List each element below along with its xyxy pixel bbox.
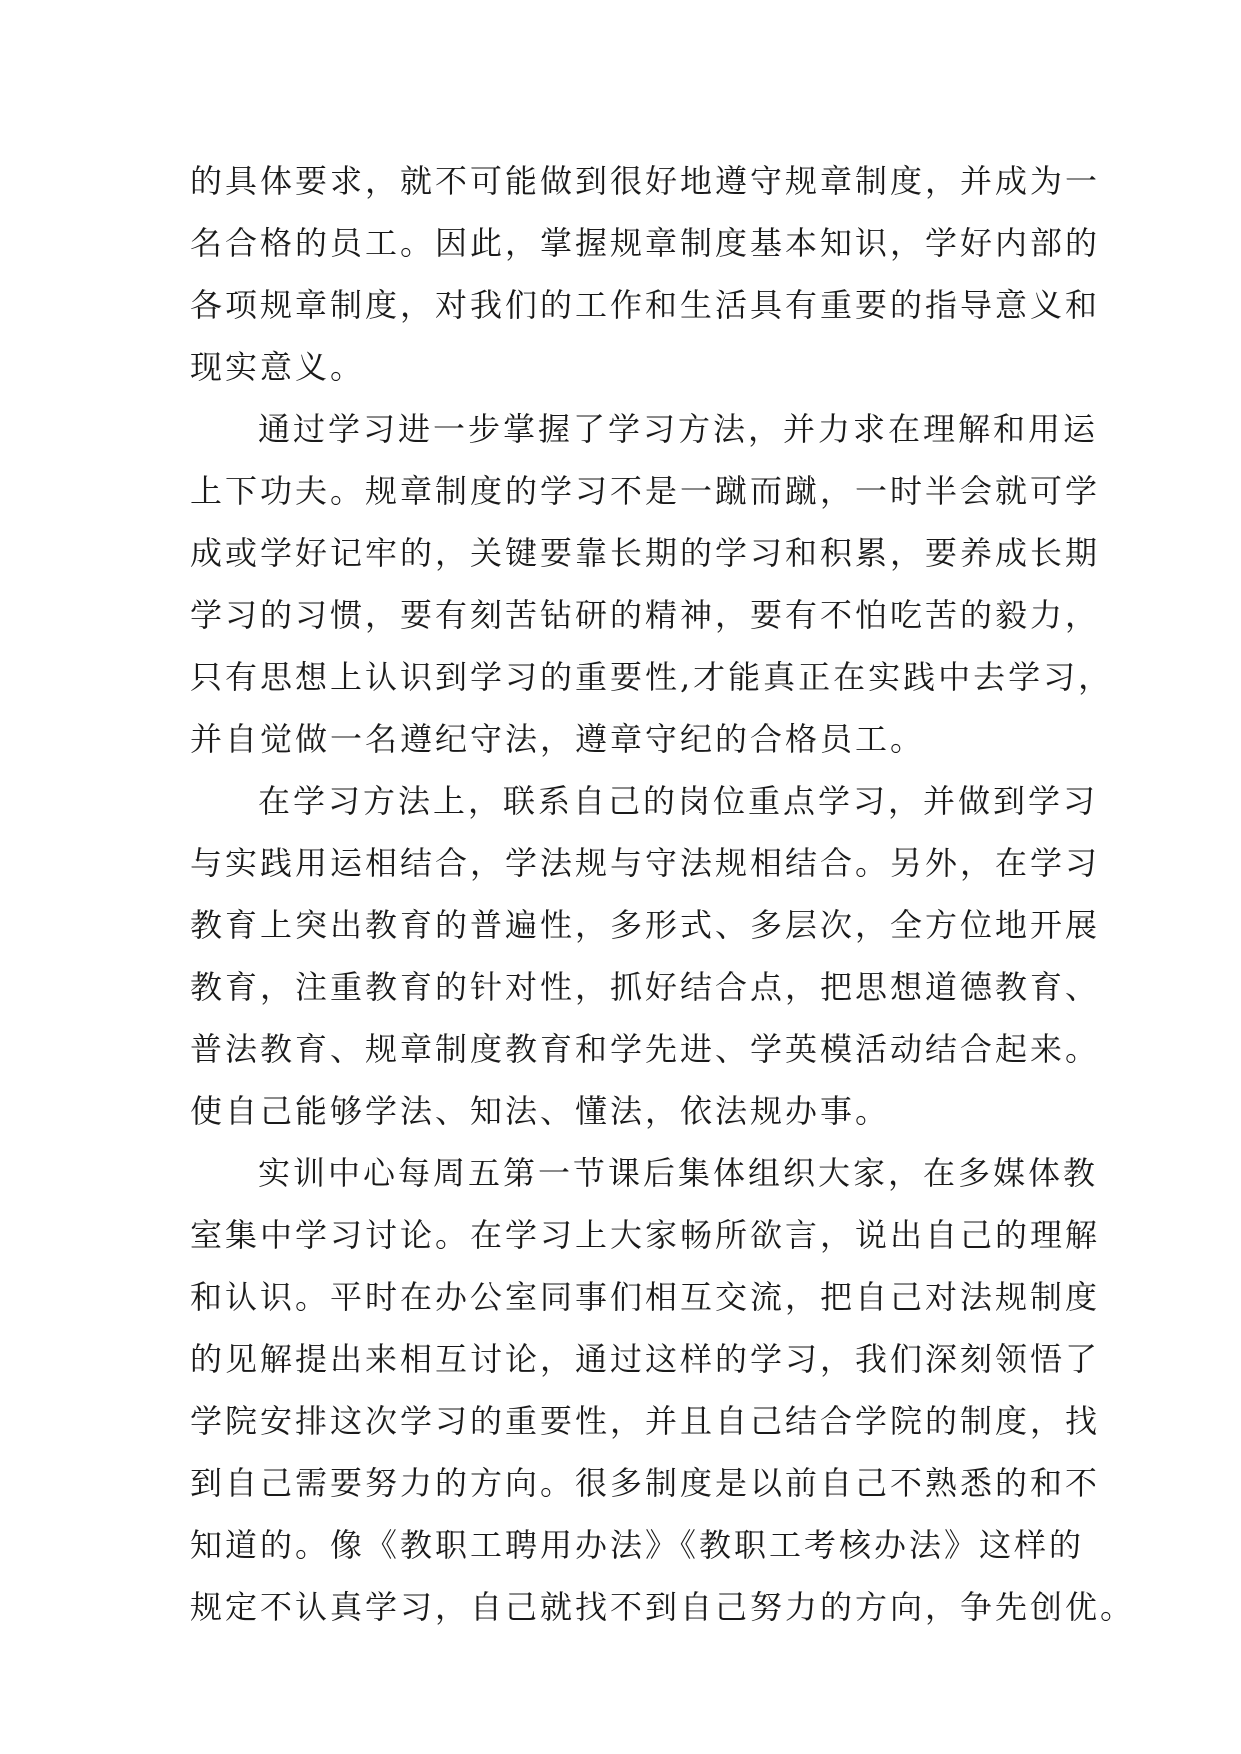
text-line: 学院安排这次学习的重要性，并且自己结合学院的制度，找 xyxy=(190,1402,1101,1440)
text-line: 使自己能够学法、知法、懂法，依法规办事。 xyxy=(190,1092,891,1130)
text-line: 到自己需要努力的方向。很多制度是以前自己不熟悉的和不 xyxy=(190,1464,1101,1502)
text-line: 室集中学习讨论。在学习上大家畅所欲言，说出自己的理解 xyxy=(190,1216,1101,1254)
paragraph-first-line: 在学习方法上，联系自己的岗位重点学习，并做到学习 xyxy=(258,782,1099,820)
paragraph-first-line: 实训中心每周五第一节课后集体组织大家，在多媒体教 xyxy=(258,1154,1099,1192)
text-line: 学习的习惯，要有刻苦钻研的精神，要有不怕吃苦的毅力， xyxy=(190,596,1101,634)
text-line: 现实意义。 xyxy=(190,348,366,386)
text-line: 与实践用运相结合，学法规与守法规相结合。另外，在学习 xyxy=(190,844,1101,882)
paragraph-first-line: 通过学习进一步掌握了学习方法，并力求在理解和用运 xyxy=(258,410,1099,448)
text-line: 并自觉做一名遵纪守法，遵章守纪的合格员工。 xyxy=(190,720,926,758)
text-line: 成或学好记牢的，关键要靠长期的学习和积累，要养成长期 xyxy=(190,534,1101,572)
text-line: 和认识。平时在办公室同事们相互交流，把自己对法规制度 xyxy=(190,1278,1101,1316)
text-line: 上下功夫。规章制度的学习不是一蹴而蹴，一时半会就可学 xyxy=(190,472,1101,510)
text-line: 的见解提出来相互讨论，通过这样的学习，我们深刻领悟了 xyxy=(190,1340,1101,1378)
text-line: 的具体要求，就不可能做到很好地遵守规章制度，并成为一 xyxy=(190,162,1101,200)
text-line: 各项规章制度，对我们的工作和生活具有重要的指导意义和 xyxy=(190,286,1101,324)
text-line: 名合格的员工。因此，掌握规章制度基本知识，学好内部的 xyxy=(190,224,1101,262)
text-line: 规定不认真学习，自己就找不到自己努力的方向，争先创优。 xyxy=(190,1588,1136,1626)
text-line: 知道的。像《教职工聘用办法》《教职工考核办法》这样的 xyxy=(190,1526,1085,1564)
text-line: 普法教育、规章制度教育和学先进、学英模活动结合起来。 xyxy=(190,1030,1101,1068)
text-line: 教育上突出教育的普遍性，多形式、多层次，全方位地开展 xyxy=(190,906,1101,944)
text-line: 教育，注重教育的针对性，抓好结合点，把思想道德教育、 xyxy=(190,968,1101,1006)
text-line: 只有思想上认识到学习的重要性,才能真正在实践中去学习， xyxy=(190,658,1114,696)
body-text xyxy=(190,150,1136,1638)
